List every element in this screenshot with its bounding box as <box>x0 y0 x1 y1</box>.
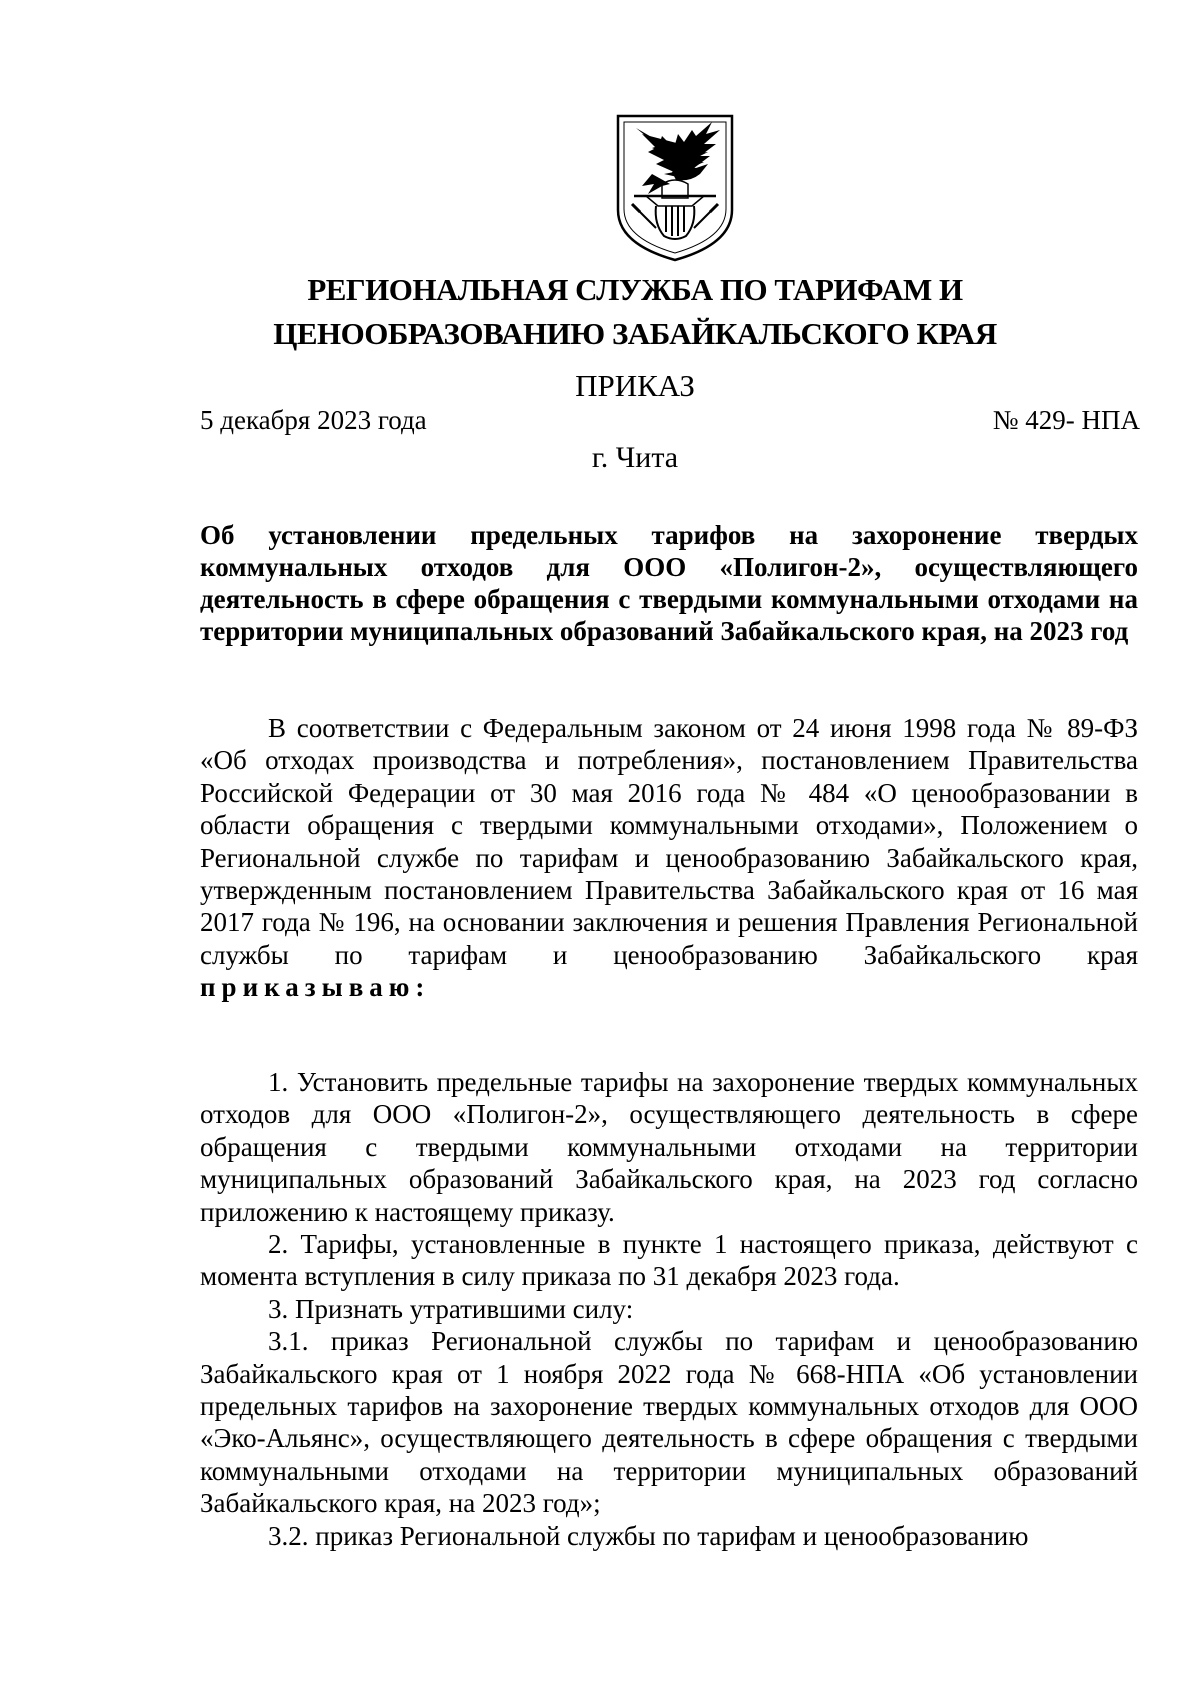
document-number: № 429- НПА <box>992 405 1140 435</box>
preamble-paragraph <box>200 712 1138 1004</box>
order-keyword: приказываю: <box>200 972 431 1003</box>
document-date: 5 декабря 2023 года <box>200 405 427 435</box>
order-item-2: 2. Тарифы, установленные в пункте 1 настоящего приказа, действуют с момента вступления в силу приказа по 31 декабря 2023 года. <box>200 1229 1138 1292</box>
order-item-3-2: 3.2. приказ Региональной службы по тарифам и ценообразованию <box>268 1520 1029 1551</box>
order-item-1: 1. Установить предельные тарифы на захоронение твердых коммунальных отходов для ООО «Полигон-2», осуществляющего деятельность в сфере обращения с твердыми коммунальными отходами на территории муниципальных образований Забайкальского края, на 2023 год согласно приложению к настоящему приказу. <box>200 1067 1138 1227</box>
document-subject: Об установлении предельных тарифов на захоронение твердых коммунальных отходов для ООО «Полигон-2», осуществляющего деятельность в сфере обращения с твердыми коммунальными отходами на территории муниципальных образований Забайкальского края, на 2023 год <box>200 520 1138 646</box>
order-item-3: 3. Признать утратившими силу: <box>268 1293 634 1324</box>
preamble <box>200 712 1138 1004</box>
order-item-3-1: 3.1. приказ Региональной службы по тарифам и ценообразованию Забайкальского края от 1 ноября 2022 года № 668-НПА «Об установлении предельных тарифов на захоронение твердых коммунальных отходов для ООО «Эко-Альянс», осуществляющего деятельность в сфере обращения с твердыми коммунальными отходами на территории муниципальных образований Забайкальского края, на 2023 год»; <box>200 1326 1138 1519</box>
organization-title <box>200 268 1070 356</box>
organization-title-line-2: ЦЕНООБРАЗОВАНИЮ ЗАБАЙКАЛЬСКОГО КРАЯ <box>273 316 997 351</box>
organization-title-line-1: РЕГИОНАЛЬНАЯ СЛУЖБА ПО ТАРИФАМ И <box>307 272 963 307</box>
document-type: ПРИКАЗ <box>575 368 695 403</box>
document-city: г. Чита <box>591 441 679 474</box>
order-items <box>200 1066 1138 1552</box>
preamble-text: В соответствии с Федеральным законом от 24 июня 1998 года № 89-ФЗ «Об отходах производства и потребления», постановлением Правительства Российской Федерации от 30 мая 2016 года № 484 «О ценообразовании в области обращения с твердыми коммунальными отходами», Положением о Региональной службе по тарифам и ценообразованию Забайкальского края, утвержденным постановлением Правительства Забайкальского края от 16 мая 2017 года № 196, на основании заключения и решения Правления Региональной службы по тарифам и ценообразованию Забайкальского края <box>200 713 1138 970</box>
coat-of-arms-emblem <box>612 112 738 264</box>
